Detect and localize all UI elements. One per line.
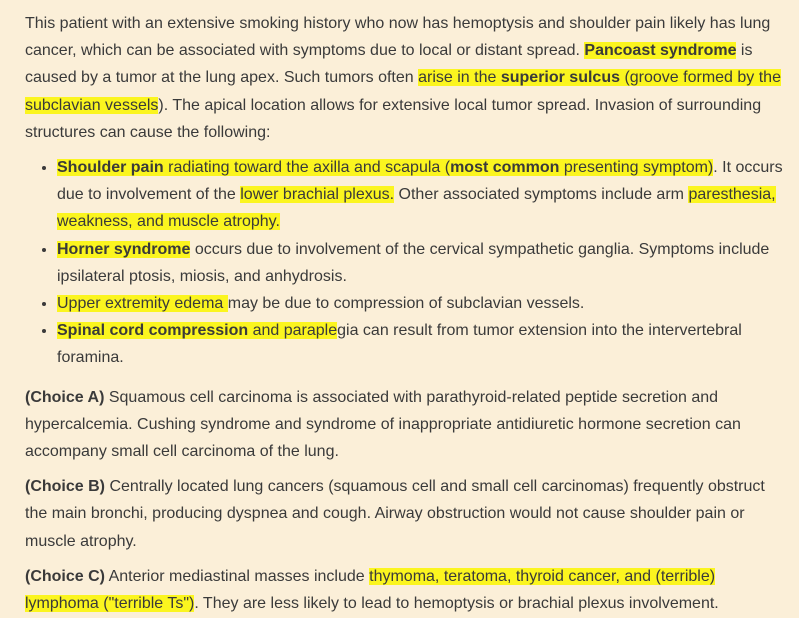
choice-label: (Choice A) — [25, 388, 105, 406]
list-item: • Horner syndrome occurs due to involvement of the cervical sympathetic ganglia. Symptoms include ipsilateral ptosis, miosis, and anhydrosis. — [57, 236, 783, 290]
list-item: • Spinal cord compression and paraplegia can result from tumor extension into the intervertebral foramina. — [57, 317, 783, 371]
highlight: lower brachial plexus. — [240, 186, 395, 204]
choice-label: (Choice C) — [25, 567, 105, 585]
symptom-list — [25, 154, 783, 372]
choice-a-explanation: (Choice A) Squamous cell carcinoma is associated with parathyroid-related peptide secretion and hypercalcemia. Cushing syndrome and syndrome of inappropriate antidiuretic hormone secretion can accompany small cell carcinoma of the lung. — [25, 388, 741, 461]
highlight: Upper extremity edema — [57, 295, 228, 313]
choice-label: (Choice B) — [25, 478, 105, 496]
highlight: Spinal cord compression and paraple — [57, 322, 338, 340]
highlight: paresthesia, weakness, and muscle atrophy. — [57, 186, 776, 231]
intro-paragraph: This patient with an extensive smoking history who now has hemoptysis and shoulder pain likely has lung cancer, which can be associated with symptoms due to local or distant spread. Pancoast syndrome is caused by a tumor at the lung apex. Such tumors often arise in the superior sulcus (groove formed by the subclavian vessels). The apical location allows for extensive local tumor spread. Invasion of surrounding structures can cause the following: — [25, 15, 781, 141]
highlight: arise in the superior sulcus (groove formed by the subclavian vessels — [25, 69, 781, 114]
choice-c-explanation: (Choice C) Anterior mediastinal masses include thymoma, teratoma, thyroid cancer, and (terrible) lymphoma ("terrible Ts"). They are less likely to lead to hemoptysis or brachial plexus involvement. — [25, 567, 719, 613]
highlight: Horner syndrome — [57, 240, 191, 258]
choice-b-explanation: (Choice B) Centrally located lung cancers (squamous cell and small cell carcinomas) frequently obstruct the main bronchi, producing dyspnea and cough. Airway obstruction would not cause shoulder pain or muscle atrophy. — [25, 478, 765, 550]
list-item: • Upper extremity edema may be due to compression of subclavian vessels. — [57, 290, 783, 317]
highlight: Shoulder pain radiating toward the axilla and scapula (most common presenting symptom) — [57, 159, 714, 177]
list-item: • Shoulder pain radiating toward the axilla and scapula (most common presenting symptom). It occurs due to involvement of the lower brachial plexus. Other associated symptoms include arm paresthesia, weakness, and muscle atrophy. — [57, 154, 783, 236]
highlight: thymoma, teratoma, thyroid cancer, and (terrible) lymphoma ("terrible Ts") — [25, 567, 716, 613]
highlight: Pancoast syndrome — [584, 42, 737, 60]
